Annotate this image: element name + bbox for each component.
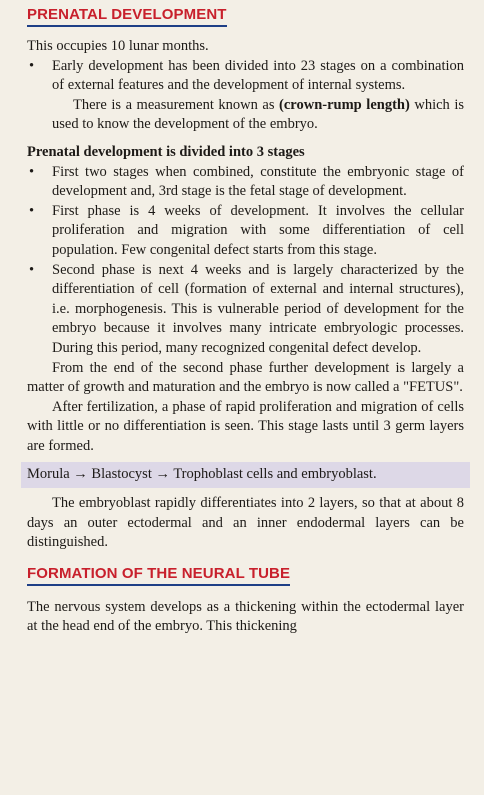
measurement-paragraph xyxy=(27,96,464,135)
bullet-text: Early development has been divided into 23 stages on a combination of external features and the development of internal systems. xyxy=(52,57,464,94)
bullet-icon: • xyxy=(29,57,35,74)
list-item xyxy=(27,202,464,261)
bullet-list-stages xyxy=(27,163,464,359)
neural-tube-paragraph: The nervous system develops as a thickening within the ectodermal layer at the head end of the embryo. This thickening xyxy=(27,598,464,635)
stages-subheading: Prenatal development is divided into 3 stages xyxy=(27,143,305,160)
section-heading-prenatal-development: PRENATAL DEVELOPMENT xyxy=(27,6,227,27)
intro-text: This occupies 10 lunar months. xyxy=(27,38,209,54)
embryoblast-paragraph: The embryoblast rapidly differentiates into 2 layers, so that at about 8 days an outer ectodermal and an inner endodermal layers can be distinguished. xyxy=(27,495,464,551)
measurement-term: (crown-rump length) xyxy=(279,96,410,113)
bullet-icon: • xyxy=(29,261,35,278)
development-sequence-text: Morula → Blastocyst → Trophoblast cells and embryoblast. xyxy=(27,466,377,483)
section-heading-neural-tube: FORMATION OF THE NEURAL TUBE xyxy=(27,565,290,586)
development-sequence-box xyxy=(21,462,470,488)
list-item xyxy=(27,163,464,202)
bullet-text: First two stages when combined, constitute the embryonic stage of development and, 3rd stage is the fetal stage of development. xyxy=(52,163,464,200)
bullet-icon: • xyxy=(29,163,35,180)
fetus-paragraph: From the end of the second phase further development is largely a matter of growth and maturation and the embryo is now called a "FETUS". xyxy=(27,359,464,396)
fertilization-paragraph: After fertilization, a phase of rapid proliferation and migration of cells with little or no differentiation is seen. This stage lasts until 3 germ layers are formed. xyxy=(27,398,464,454)
list-item xyxy=(27,261,464,359)
bullet-text: First phase is 4 weeks of development. It involves the cellular proliferation and migration with some differentiation of cell population. Few congenital defect starts from this stage. xyxy=(52,202,464,258)
bullet-icon: • xyxy=(29,202,35,219)
measurement-text-post: which is used to know the development of the embryo. xyxy=(52,96,464,133)
bullet-text: Second phase is next 4 weeks and is largely characterized by the differentiation of cell (formation of external and internal structures), i.e. morphogenesis. This is vulnerable period of development for the embryo because it involves many intricate embryologic processes. During this period, many recognized congenital defect develop. xyxy=(52,261,464,356)
measurement-text-pre: There is a measurement known as xyxy=(73,96,280,113)
bullet-list-early xyxy=(27,57,464,96)
list-item xyxy=(27,57,464,96)
